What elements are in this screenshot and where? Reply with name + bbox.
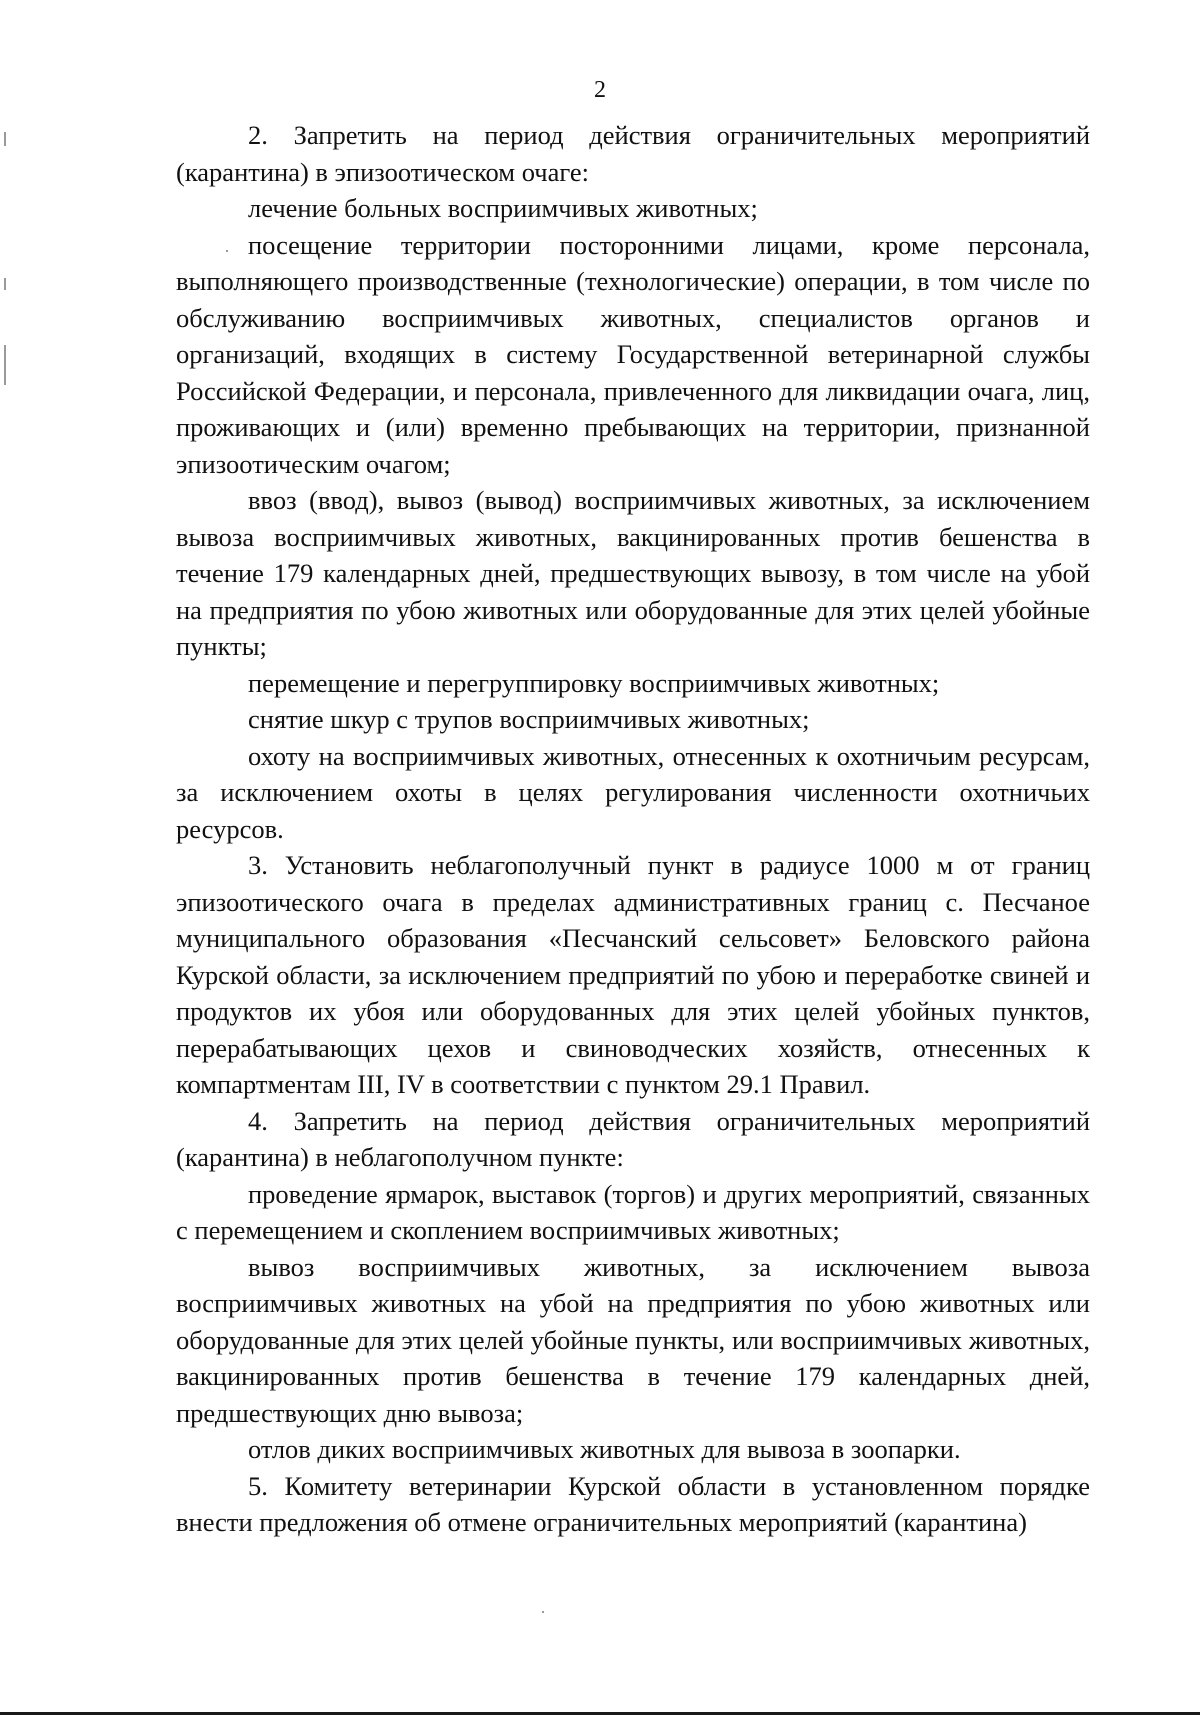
scan-speck (226, 250, 228, 252)
scan-bottom-edge (0, 1712, 1200, 1715)
paragraph-4-ban-in-unsafe-point: 4. Запретить на период действия ограничительных мероприятий (карантина) в неблагополучном пункте: (176, 1105, 1090, 1172)
scan-margin-mark (4, 345, 6, 385)
document-body (176, 117, 1090, 1541)
paragraph-visiting-territory: посещение территории посторонними лицами, кроме персонала, выполняющего производственные (технологические) операции, в том числе по обслуживанию восприимчивых животных, специалистов органов и организаций, входящих в систему Государственной ветеринарной службы Российской Федерации, и персонала, привлеченного для ликвидации очага, лиц, проживающих и (или) временно пребывающих на территории, признанной эпизоотическим очагом; (176, 229, 1090, 479)
paragraph-5-committee: 5. Комитету ветеринарии Курской области в установленном порядке внести предложения об отмене ограничительных мероприятий (карантина) (176, 1470, 1090, 1537)
scan-speck (542, 1611, 544, 1613)
scan-margin-mark (4, 132, 6, 146)
paragraph-capture: отлов диких восприимчивых животных для вывоза в зоопарки. (248, 1434, 961, 1464)
paragraph-hunting: охоту на восприимчивых животных, отнесенных к охотничьим ресурсам, за исключением охоты в целях регулирования численности охотничьих ресурсов. (176, 740, 1090, 844)
paragraph-2-ban-in-focus: 2. Запретить на период действия ограничительных мероприятий (карантина) в эпизоотическом очаге: (176, 120, 1090, 187)
paragraph-fairs: проведение ярмарок, выставок (торгов) и других мероприятий, связанных с перемещением и скоплением восприимчивых животных; (176, 1178, 1090, 1245)
paragraph-movement: перемещение и перегруппировку восприимчивых животных; (248, 667, 940, 698)
paragraph-import-export: ввоз (ввод), вывоз (вывод) восприимчивых животных, за исключением вывоза восприимчивых животных, вакцинированных против бешенства в течение 179 календарных дней, предшествующих вывозу, в том числе на убой на предприятия по убою животных или оборудованные для этих целей убойные пункты; (176, 485, 1090, 661)
paragraph-3-unsafe-point: 3. Установить неблагополучный пункт в радиусе 1000 м от границ эпизоотического очага в пределах административных границ с. Песчаное муниципального образования «Песчанский сельсовет» Беловского района Курской области, за исключением предприятий по убою и переработке свиней и продуктов их убоя или оборудованных для этих целей убойных пунктов, перерабатывающих цехов и свиноводческих хозяйств, отнесенных к компартментам III, IV в соответствии с пунктом 29.1 Правил. (176, 850, 1090, 1099)
paragraph-treatment: лечение больных восприимчивых животных; (248, 193, 758, 223)
page-number: 2 (594, 77, 606, 103)
paragraph-skinning: снятие шкур с трупов восприимчивых животных; (248, 704, 810, 734)
paragraph-export: вывоз восприимчивых животных, за исключением вывоза восприимчивых животных на убой на предприятия по убою животных или оборудованные для этих целей убойные пункты, или восприимчивых животных, вакцинированных против бешенства в течение 179 календарных дней, предшествующих дню вывоза; (176, 1251, 1090, 1428)
scan-margin-mark (4, 278, 6, 290)
